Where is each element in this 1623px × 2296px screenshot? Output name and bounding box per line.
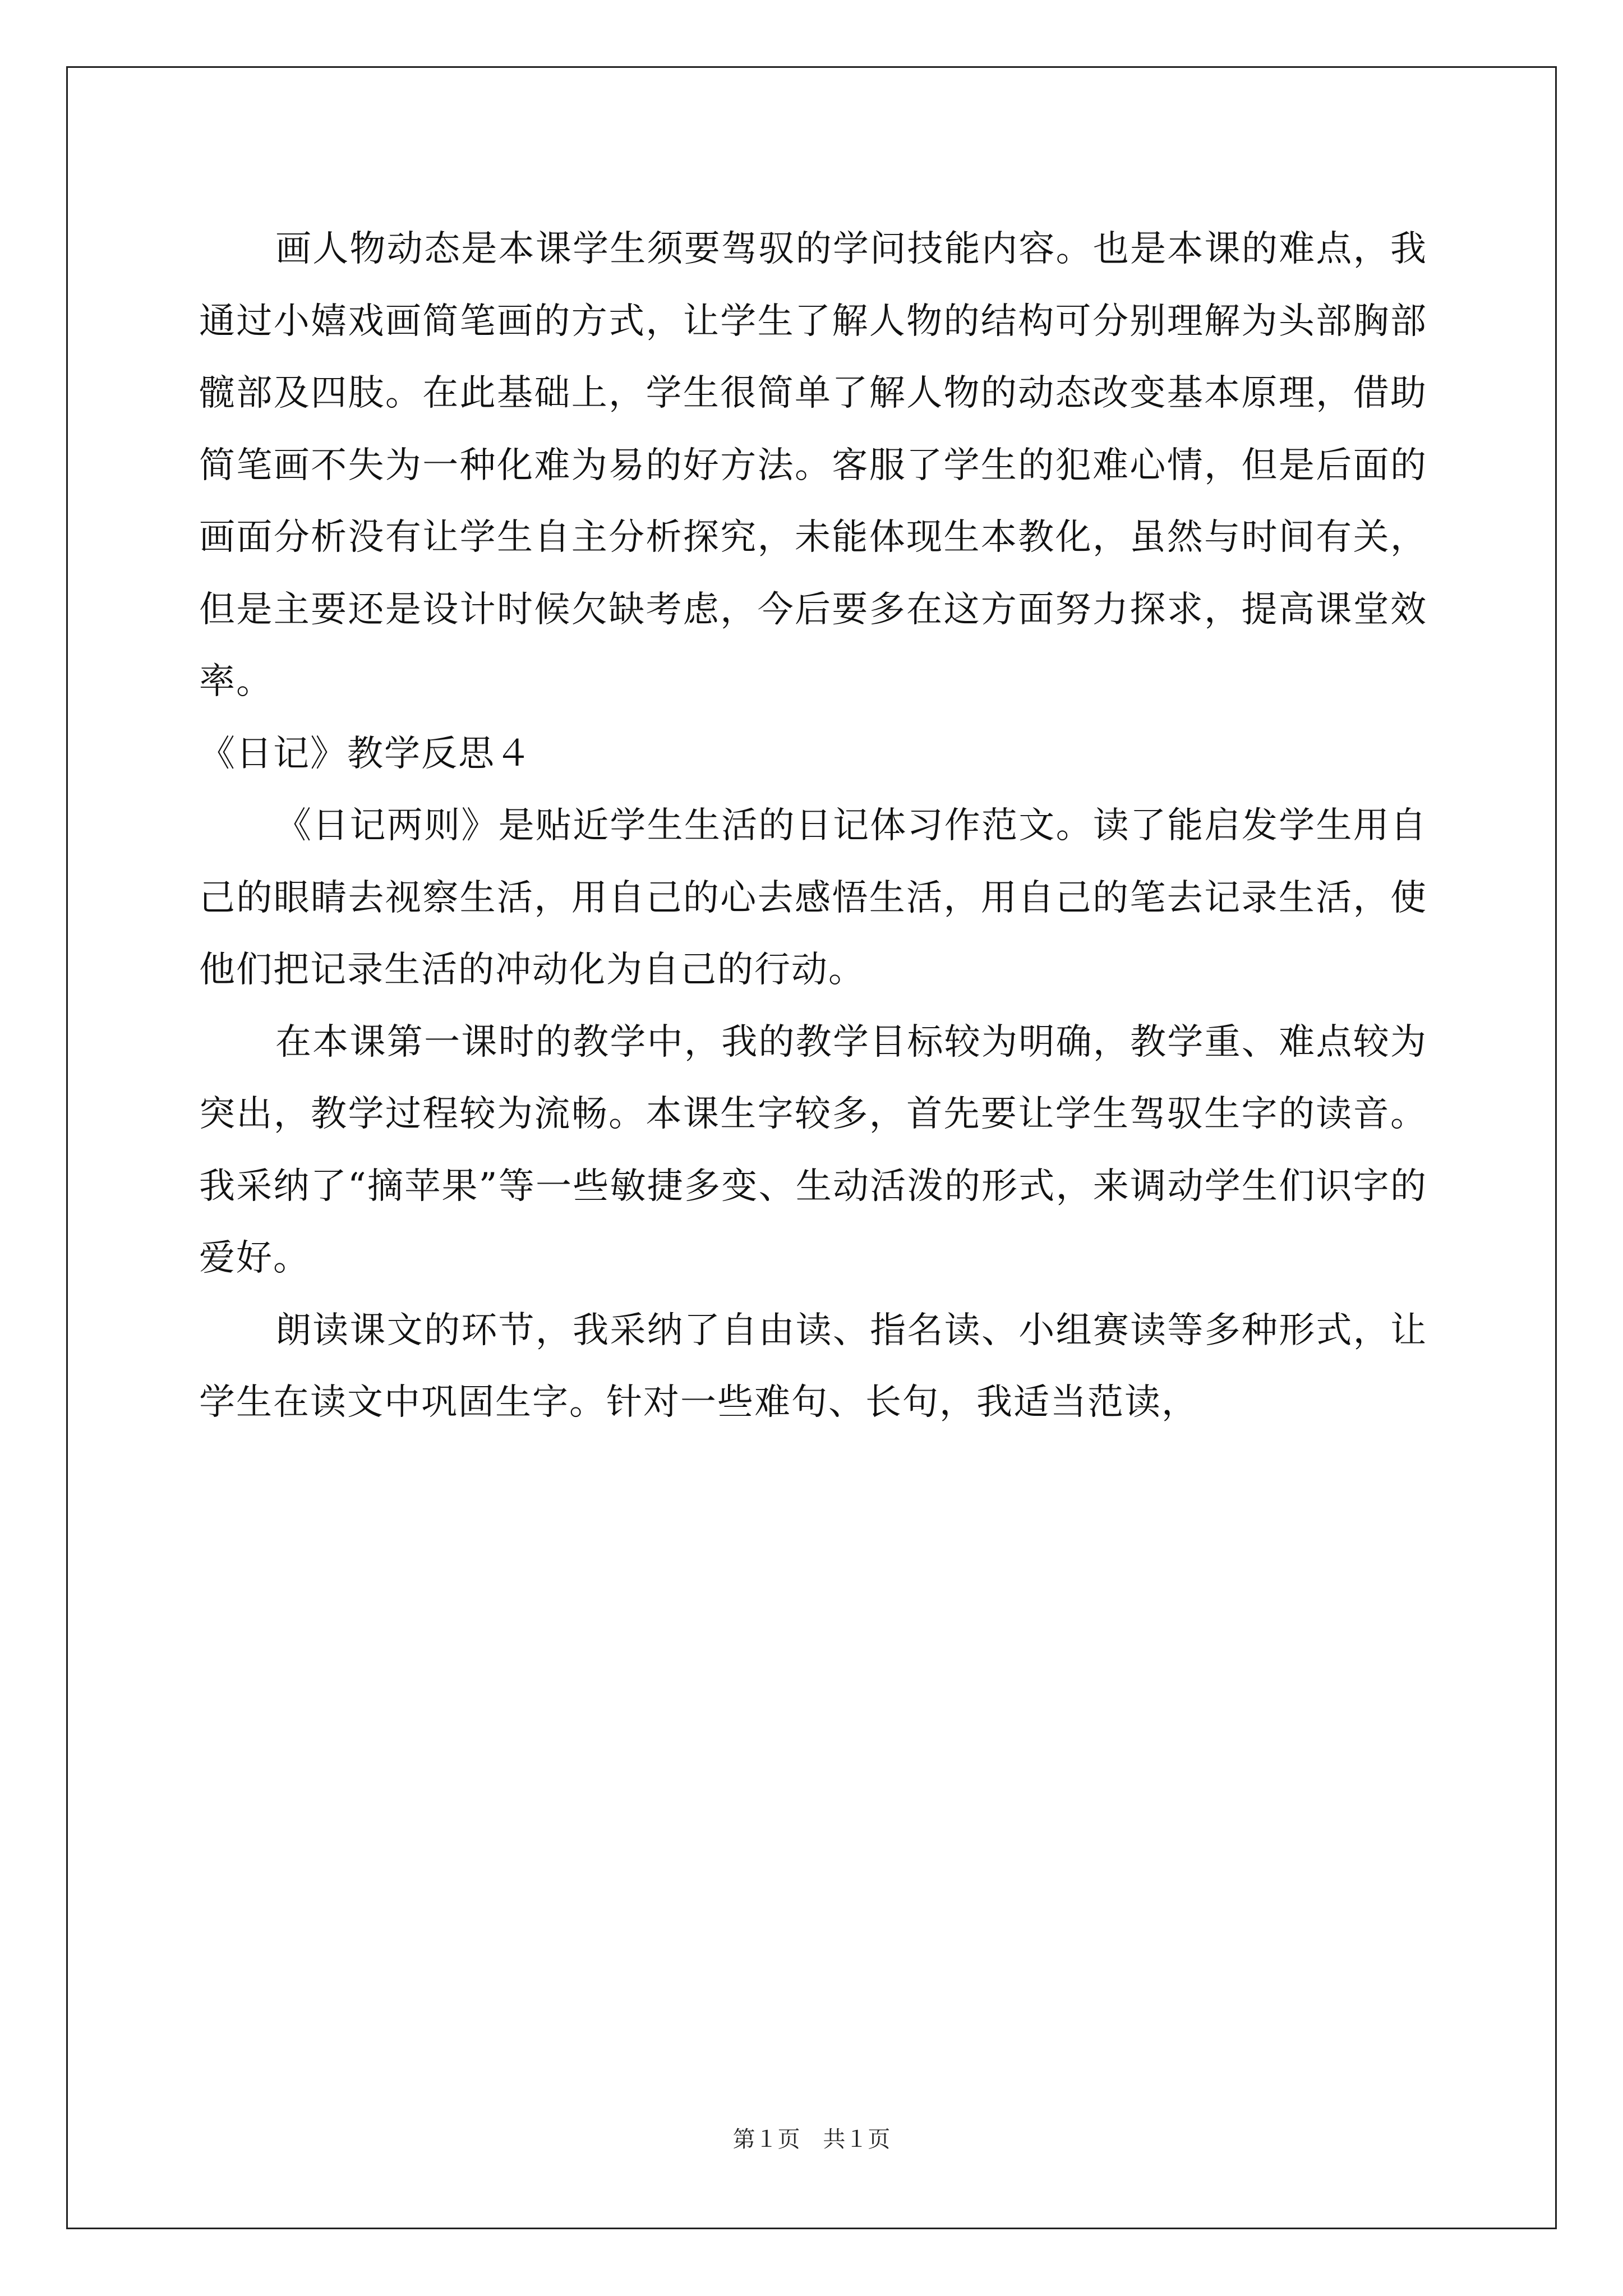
page-footer [0,2126,1623,2153]
total-pages: 共１页 [823,2127,891,2152]
paragraph-2: 《日记两则》是贴近学生生活的日记体习作范文。读了能启发学生用自己的眼睛去视察生活，用自己的心去感悟生活，用自己的笔去记录生活，使他们把记录生活的冲动化为自己的行动。 [199,805,1427,991]
document-body [199,213,1427,1439]
paragraph-4: 朗读课文的环节，我采纳了自由读、指名读、小组赛读等多种形式，让学生在读文中巩固生字。针对一些难句、长句，我适当范读， [199,1309,1427,1423]
paragraph-1: 画人物动态是本课学生须要驾驭的学问技能内容。也是本课的难点，我通过小嬉戏画简笔画的方式，让学生了解人物的结构可分别理解为头部胸部髋部及四肢。在此基础上，学生很简单了解人物的动态改变基本原理，借助简笔画不失为一种化难为易的好方法。客服了学生的犯难心情，但是后面的画面分析没有让学生自主分析探究，未能体现生本教化，虽然与时间有关，但是主要还是设计时候欠缺考虑，今后要多在这方面努力探求，提高课堂效率。 [199,228,1427,702]
section-heading: 《日记》教学反思４ [199,733,532,775]
paragraph-3: 在本课第一课时的教学中，我的教学目标较为明确，教学重、难点较为突出，教学过程较为流畅。本课生字较多，首先要让学生驾驭生字的读音。我采纳了“摘苹果”等一些敏捷多变、生动活泼的形式，来调动学生们识字的爱好。 [199,1021,1427,1279]
page-number: 第１页 [732,2127,800,2152]
